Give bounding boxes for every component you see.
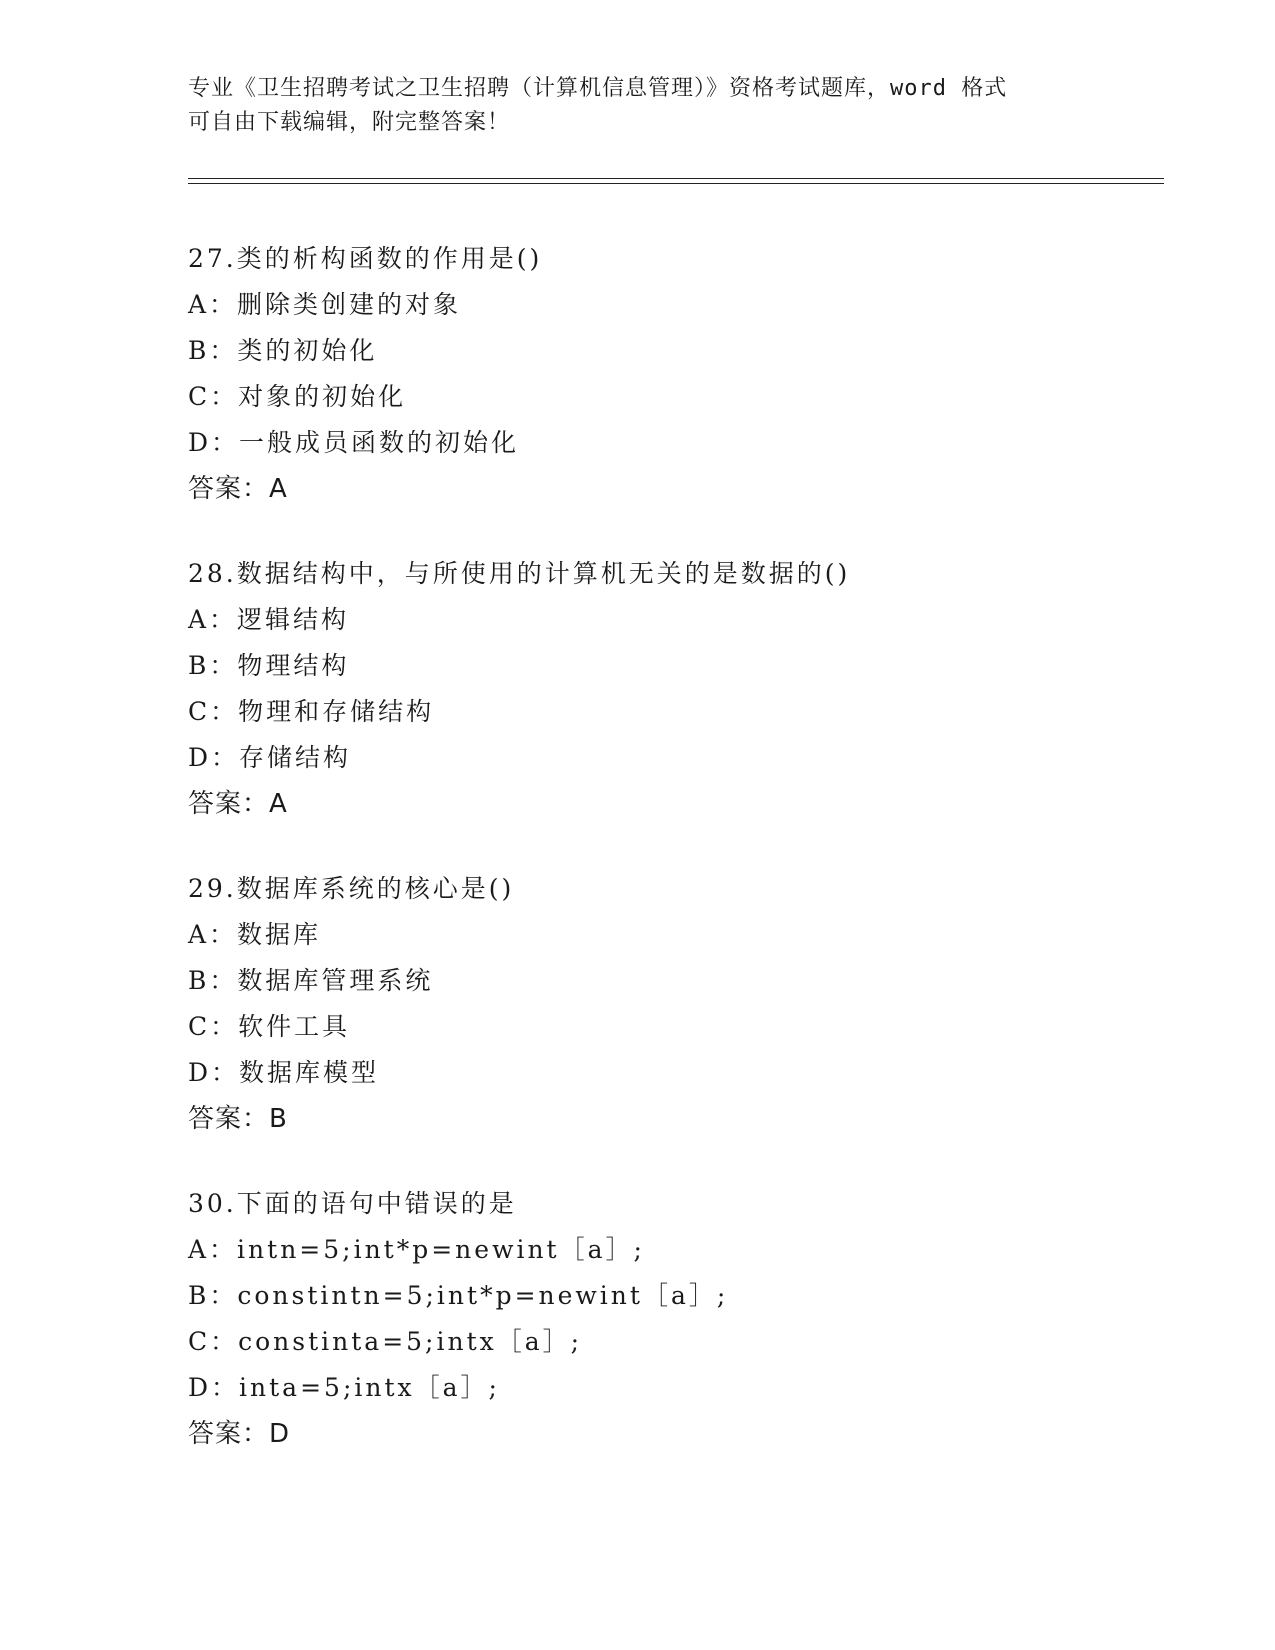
answer-line: 答案：B (188, 1104, 288, 1134)
option-a: A：逻辑结构 (188, 605, 350, 634)
header-line-1: 专业《卫生招聘考试之卫生招聘（计算机信息管理）》资格考试题库，word 格式 (188, 76, 1008, 101)
option-b: B：数据库管理系统 (188, 966, 434, 995)
answer-line: 答案：A (188, 789, 288, 819)
answer-line: 答案：A (188, 474, 288, 504)
question-stem: 27.类的析构函数的作用是() (188, 244, 543, 273)
header-line-2: 可自由下载编辑，附完整答案！ (188, 110, 511, 135)
header-divider-bottom (188, 183, 1164, 184)
question-stem: 30.下面的语句中错误的是 (188, 1189, 517, 1218)
option-c: C：对象的初始化 (188, 382, 407, 411)
question-list (188, 236, 1168, 1496)
question-stem: 29.数据库系统的核心是() (188, 874, 515, 903)
question-27 (188, 236, 1168, 512)
question-30 (188, 1181, 1168, 1457)
option-d: D：存储结构 (188, 743, 352, 772)
option-c: C：物理和存储结构 (188, 697, 435, 726)
question-29 (188, 866, 1168, 1142)
question-28 (188, 551, 1168, 827)
option-d: D：数据库模型 (188, 1058, 380, 1087)
document-header (188, 72, 1068, 140)
option-a: A：数据库 (188, 920, 322, 949)
option-c: C：软件工具 (188, 1012, 351, 1041)
option-d: D：一般成员函数的初始化 (188, 428, 520, 457)
option-a: A：删除类创建的对象 (188, 290, 462, 319)
question-stem: 28.数据结构中，与所使用的计算机无关的是数据的() (188, 559, 851, 588)
option-c: C：constinta=5;intx［a］; (188, 1327, 583, 1356)
answer-line: 答案：D (188, 1419, 291, 1449)
option-a: A：intn=5;int*p=newint［a］; (188, 1235, 645, 1264)
option-d: D：inta=5;intx［a］; (188, 1373, 500, 1402)
option-b: B：constintn=5;int*p=newint［a］; (188, 1281, 729, 1310)
header-divider-top (188, 178, 1164, 179)
option-b: B：类的初始化 (188, 336, 378, 365)
option-b: B：物理结构 (188, 651, 350, 680)
